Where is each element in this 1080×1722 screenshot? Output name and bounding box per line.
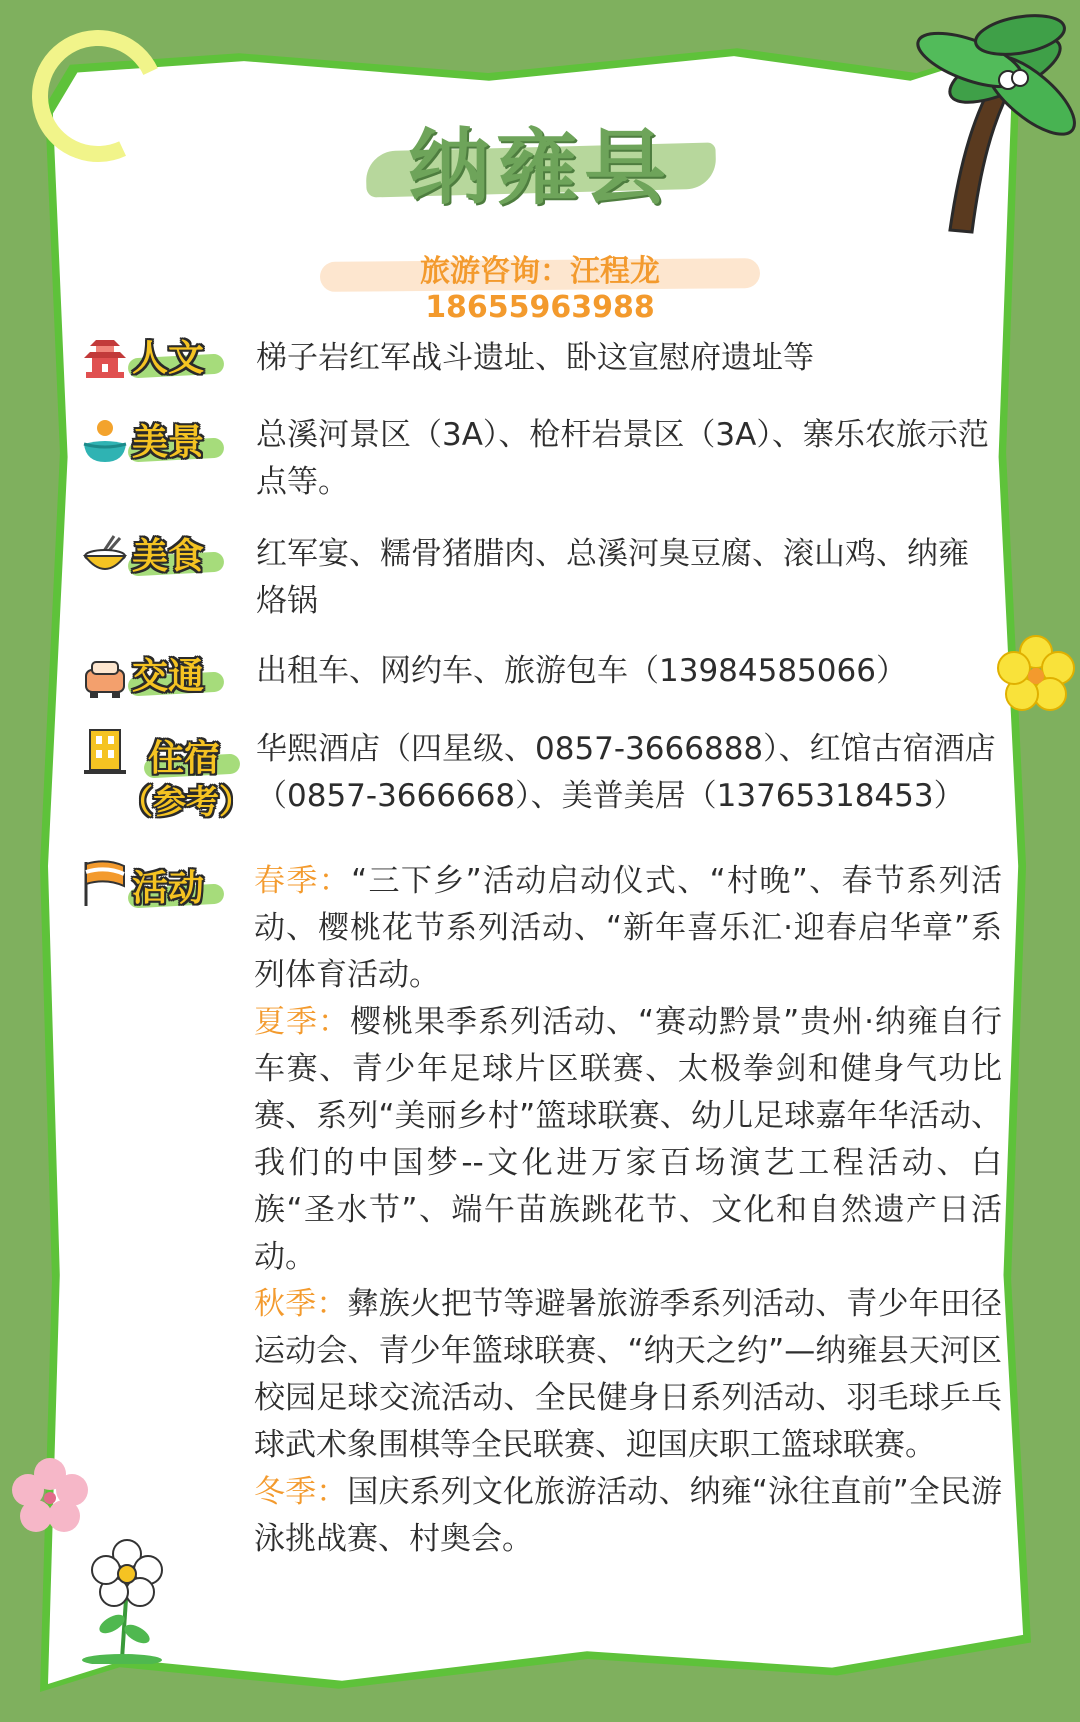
category-label: 交通 — [132, 656, 205, 697]
consult-info: 旅游咨询：汪程龙18655963988 — [420, 254, 660, 325]
section-text: 华熙酒店（四星级、0857-3666888）、红馆古宿酒店（0857-3666668）、美普美居（13765318453） — [256, 731, 996, 814]
food-bowl-icon — [80, 532, 130, 582]
category-label: 美景 — [132, 422, 205, 463]
yellow-flower-icon — [996, 634, 1076, 714]
category-label: 活动 — [132, 868, 205, 909]
season-text: 樱桃果季系列活动、“赛动黔景”贵州·纳雍自行车赛、青少年足球片区联赛、太极拳剑和健身气功比赛、系列“美丽乡村”篮球联赛、幼儿足球嘉年华活动、我们的中国梦--文化进万家百场演艺工程活动、白族“圣水节”、端午苗族跳花节、文化和自然遗产日活动。 — [254, 1004, 1003, 1275]
activities-text — [254, 858, 1002, 1563]
season-text: “三下乡”活动启动仪式、“村晚”、春节系列活动、樱桃花节系列活动、“新年喜乐汇·迎春启华章”系列体育活动。 — [254, 863, 1002, 993]
hotel-icon — [80, 726, 130, 776]
category-label: 住宿 — [148, 738, 221, 779]
scenery-icon — [80, 416, 130, 466]
section-text: 出租车、网约车、旅游包车（13984585066） — [256, 653, 907, 689]
season-text: 国庆系列文化旅游活动、纳雍“泳往直前”全民游泳挑战赛、村奥会。 — [254, 1474, 1002, 1557]
pagoda-icon — [80, 334, 130, 384]
season-label: 夏季： — [254, 1004, 351, 1040]
category-label: 美食 — [132, 536, 205, 577]
category-label: 人文 — [132, 338, 205, 379]
pink-flower-icon — [10, 1456, 90, 1536]
page-title: 纳雍县 — [407, 121, 672, 216]
section-text: 总溪河景区（3A）、枪杆岩景区（3A）、寨乐农旅示范点等。 — [256, 417, 989, 500]
season-label: 秋季： — [254, 1286, 348, 1322]
title-block — [360, 95, 720, 215]
car-icon — [80, 652, 130, 702]
section-text: 梯子岩红军战斗遗址、卧这宣慰府遗址等 — [256, 340, 814, 376]
palm-tree-icon — [880, 0, 1080, 240]
season-label: 春季： — [254, 863, 352, 899]
season-label: 冬季： — [254, 1474, 348, 1510]
daisy-icon — [82, 1534, 182, 1664]
category-note: （参考） — [120, 782, 252, 821]
flag-icon — [80, 858, 130, 908]
season-text: 彝族火把节等避暑旅游季系列活动、青少年田径运动会、青少年篮球联赛、“纳天之约”—纳雍县天河区校园足球交流活动、全民健身日系列活动、羽毛球乒乓球武术象围棋等全民联赛、迎国庆职工篮球联赛。 — [254, 1286, 1003, 1463]
consult-block — [320, 246, 760, 325]
section-text: 红军宴、糯骨猪腊肉、总溪河臭豆腐、滚山鸡、纳雍烙锅 — [256, 536, 969, 619]
